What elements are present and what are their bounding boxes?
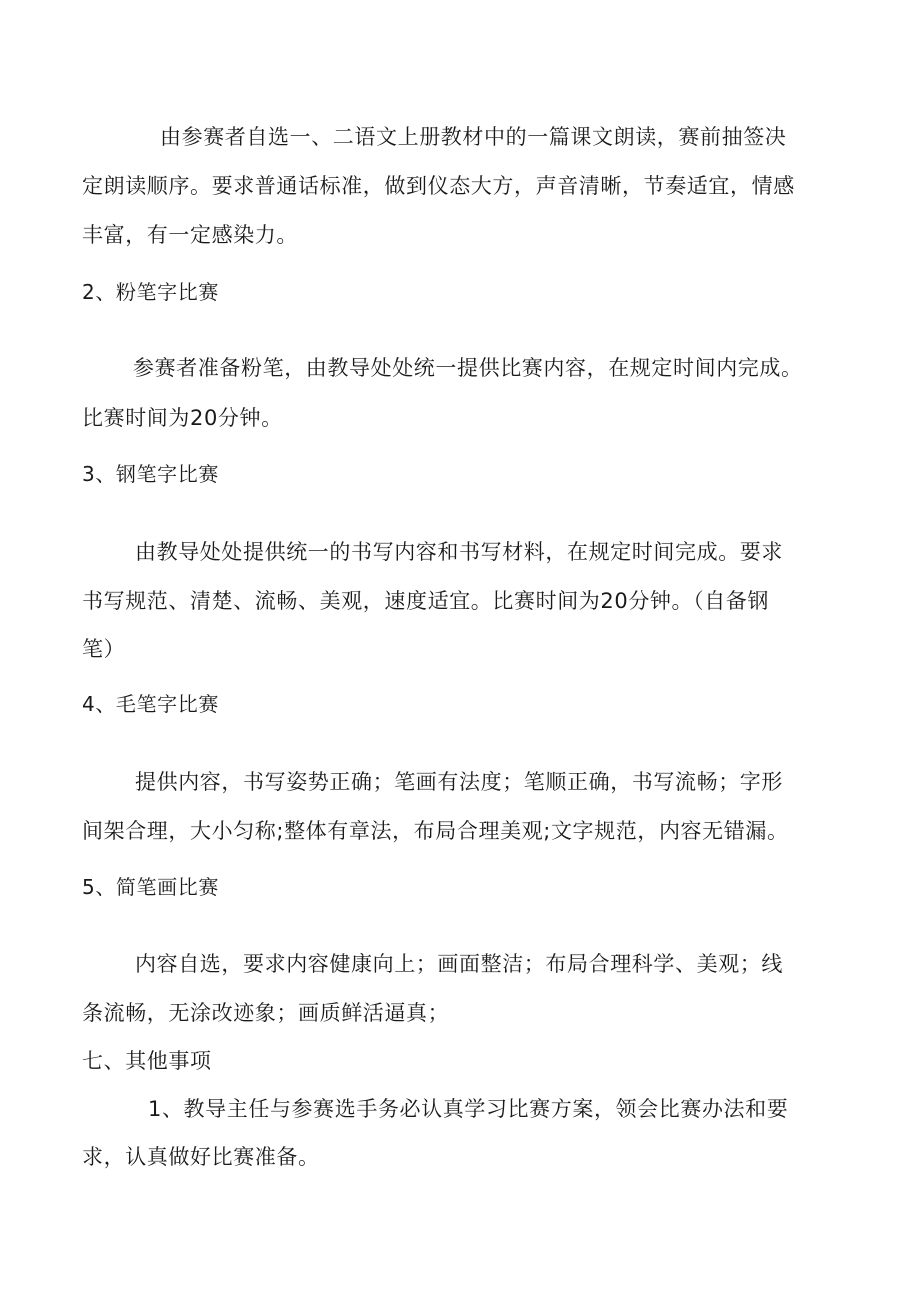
section-heading: 5、简笔画比赛 [82,875,219,899]
paragraph-line: 由教导处处提供统一的书写内容和书写材料，在规定时间完成。要求 [135,540,783,564]
paragraph-line: 求，认真做好比赛准备。 [82,1145,320,1169]
section-heading: 2、粉笔字比赛 [82,280,219,304]
paragraph-line: 内容自选，要求内容健康向上；画面整洁；布局合理科学、美观；线 [135,952,783,976]
paragraph-line: 比赛时间为20分钟。 [82,406,283,430]
paragraph-line: 定朗读顺序。要求普通话标准，做到仪态大方，声音清晰，节奏适宜，情感 [82,174,795,198]
section-heading: 4、毛笔字比赛 [82,692,219,716]
paragraph-line: 提供内容，书写姿势正确；笔画有法度；笔顺正确，书写流畅；字形 [135,770,783,794]
paragraph-line: 书写规范、清楚、流畅、美观，速度适宜。比赛时间为20分钟。（自备钢 [82,589,770,613]
paragraph-line: 间架合理，大小匀称;整体有章法，布局合理美观;文字规范，内容无错漏。 [82,819,789,843]
section-heading: 3、钢笔字比赛 [82,462,219,486]
paragraph-line: 丰富，有一定感染力。 [82,223,298,247]
paragraph-line: 由参赛者自选一、二语文上册教材中的一篇课文朗读，赛前抽签决 [160,125,787,149]
paragraph-line: 1、教导主任与参赛选手务必认真学习比赛方案，领会比赛办法和要 [148,1097,789,1121]
paragraph-line: 条流畅，无涂改迹象；画质鲜活逼真； [82,1001,450,1025]
section-heading: 七、其他事项 [82,1049,212,1073]
paragraph-line: 笔） [82,637,126,661]
paragraph-line: 参赛者准备粉笔，由教导处处统一提供比赛内容，在规定时间内完成。 [133,356,803,380]
